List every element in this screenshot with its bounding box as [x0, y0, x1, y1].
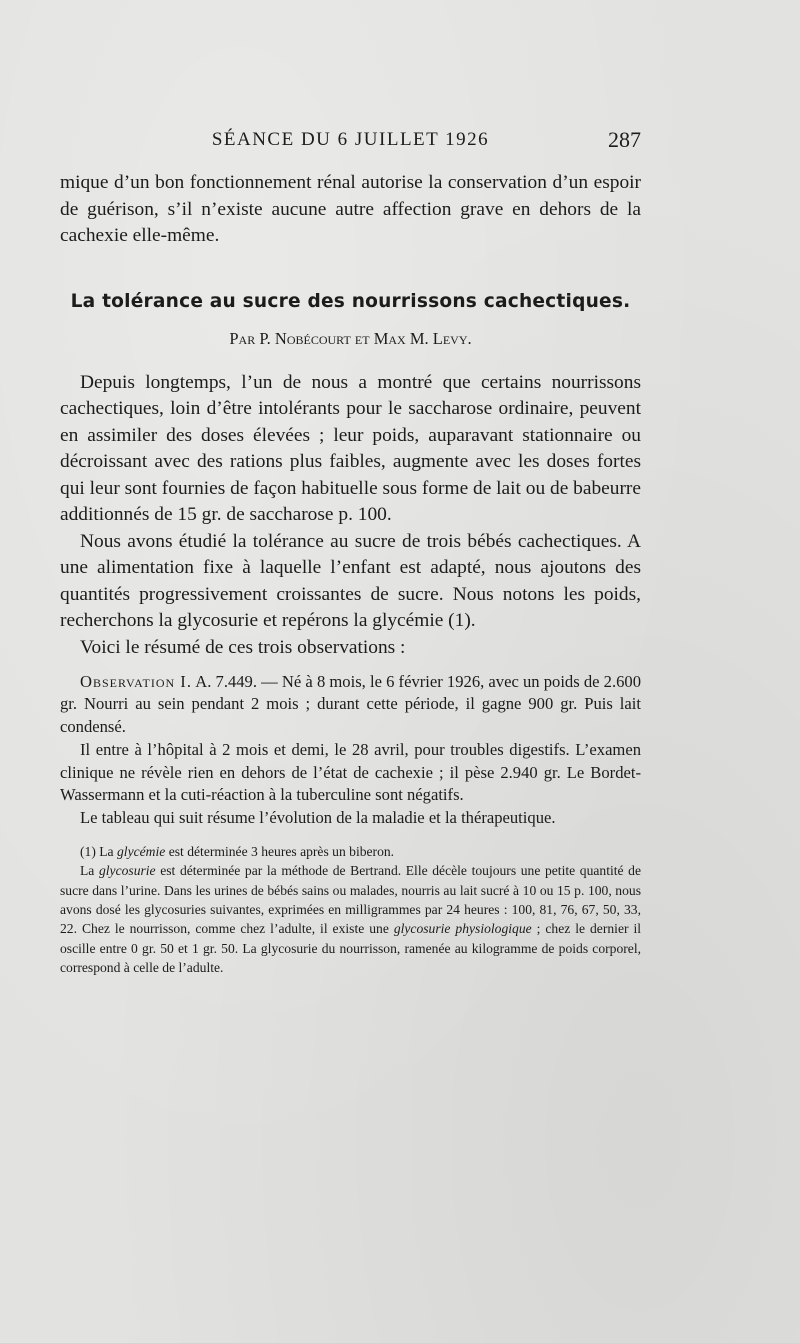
intro-paragraph: mique d’un bon fonctionnement rénal autorise la conservation d’un espoir de guérison, s’il n’existe aucune autre affection grave en dehors de la cachexie elle-même. — [60, 172, 641, 246]
running-head — [60, 127, 641, 157]
footnote-lead: La — [80, 863, 95, 879]
observation-text: A. 7.449. — Né à 8 mois, le 6 février 1926, avec un poids de 2.600 gr. Nourri au sein pendant 2 mois ; durant cette période, il gagne 900 gr. Puis lait condensé. — [60, 672, 641, 736]
footnote-1 — [60, 842, 641, 861]
article-authors: Par P. Nobécourt et Max M. Levy. — [229, 328, 472, 348]
observation-paragraph: Il entre à l’hôpital à 2 mois et demi, le 28 avril, pour troubles digestifs. L’examen clinique ne révèle rien en dehors de l’état de cachexie ; il pèse 2.940 gr. Le Bordet-Wassermann et la cuti-réaction à la tuberculine sont négatifs. — [60, 740, 641, 805]
observation-paragraph — [60, 671, 641, 738]
observation-heading: Observation I. — [80, 672, 192, 691]
observation-block — [60, 671, 641, 830]
footnote-term: glycémie — [117, 843, 166, 859]
running-title: SÉANCE DU 6 JUILLET 1926 — [211, 129, 490, 150]
body-paragraph: Nous avons étudié la tolérance au sucre de trois bébés cachectiques. A une alimentation fixe à laquelle l’enfant est adapté, nous ajoutons des quantités progressivement croissantes de sucre. Nous notons les poids, recherchons la glycosurie et repérons la glycémie (1). — [60, 530, 641, 631]
article-title: La tolérance au sucre des nourrissons cachectiques. — [70, 290, 631, 312]
footnotes — [60, 842, 641, 978]
footnote-continuation — [60, 861, 641, 977]
footnote-text: est déterminée 3 heures après un biberon. — [168, 843, 395, 859]
footnote-mark: (1) La — [80, 843, 114, 859]
footnote-term: glycosurie physiologique — [393, 921, 532, 937]
body-paragraph: Depuis longtemps, l’un de nous a montré que certains nourrissons cachectiques, loin d’être intolérants pour le saccharose ordinaire, peuvent en assimiler des doses élevées ; leur poids, auparavant stationnaire ou décroissant avec des rations plus faibles, augmente avec les doses fortes qui leur sont fournies de façon habituelle sous forme de lait ou de babeurre additionnés de 15 gr. de saccharose p. 100. — [60, 371, 641, 525]
footnote-text: ; chez le dernier il oscille entre 0 gr. 50 et 1 gr. 50. La glycosurie du nourrisson, ramenée au kilogramme de poids corporel, correspond à celle de l’adulte. — [60, 921, 642, 976]
footnote-term: glycosurie — [98, 863, 156, 879]
observation-paragraph: Le tableau qui suit résume l’évolution de la maladie et la thérapeutique. — [80, 808, 556, 828]
body-paragraph: Voici le résumé de ces trois observations : — [80, 636, 406, 658]
text-column — [60, 170, 641, 978]
footnote-text: est déterminée par la méthode de Bertrand. Elle décèle toujours une petite quantité de sucre dans l’urine. Dans les urines de bébés sains ou malades, nourris au lait sucré à 10 ou 15 p. 100, nous avons dosé les glycosuries suivantes, exprimées en milligrammes par 24 heures : 100, 81, 76, 67, 50, 33, 22. Chez le nourrisson, comme chez l’adulte, il existe une — [60, 863, 642, 937]
page-number: 287 — [608, 127, 641, 152]
